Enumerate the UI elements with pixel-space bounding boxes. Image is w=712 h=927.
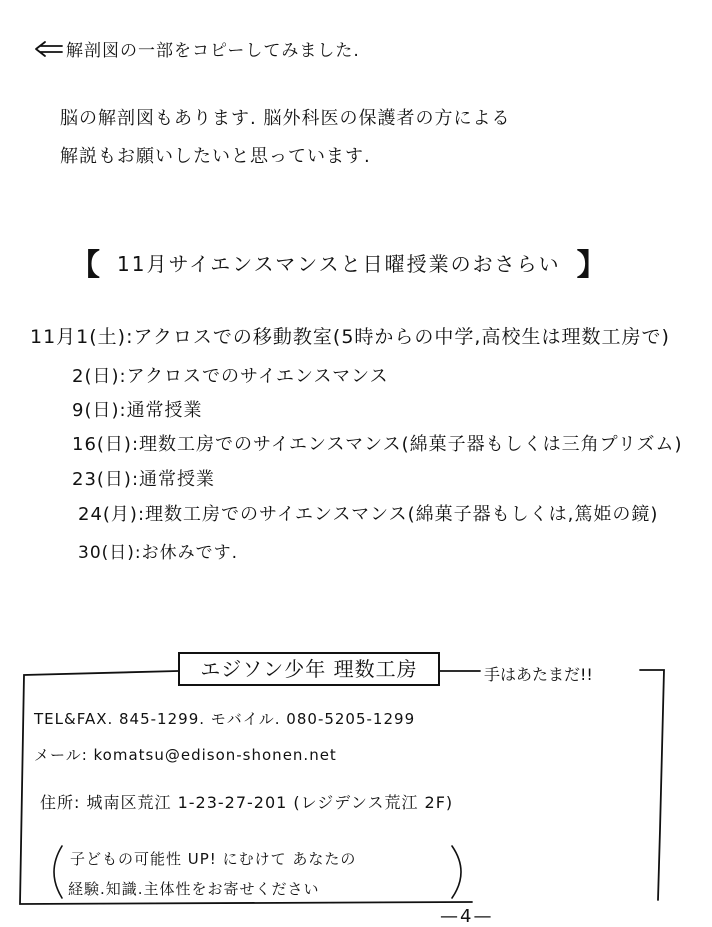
schedule-text: 理数工房でのサイエンスマンス(綿菓子器もしくは,篤姫の鏡) bbox=[145, 504, 659, 525]
tagline: 手はあたまだ!! bbox=[484, 665, 593, 684]
schedule-date: 2(日): bbox=[72, 366, 127, 387]
address-line: 住所: 城南区荒江 1-23-27-201 (レジデンス荒江 2F) bbox=[40, 793, 454, 812]
schedule-date: 30(日): bbox=[78, 543, 142, 563]
message-line-2: 経験.知識.主体性をお寄せください bbox=[68, 880, 320, 898]
note-line-2: 脳の解剖図もあります. 脳外科医の保護者の方による bbox=[60, 108, 511, 129]
message-line-1: 子どもの可能性 UP! にむけて あなたの bbox=[70, 850, 357, 868]
page-number: —4— bbox=[440, 906, 494, 927]
section-title: 11月サイエンスマンスと日曜授業のおさらい bbox=[117, 252, 561, 276]
shop-name-box: エジソン少年 理数工房 bbox=[178, 652, 440, 686]
schedule-text: アクロスでの移動教室(5時からの中学,高校生は理数工房で) bbox=[133, 326, 670, 348]
schedule-date: 11月1(土): bbox=[30, 326, 134, 348]
schedule-text: 理数工房でのサイエンスマンス(綿菓子器もしくは三角プリズム) bbox=[139, 434, 683, 455]
schedule-date: 9(日): bbox=[72, 400, 127, 421]
schedule-text: 通常授業 bbox=[126, 400, 203, 421]
schedule-text: お休みです. bbox=[141, 543, 239, 563]
schedule-date: 16(日): bbox=[72, 434, 140, 455]
open-bracket: 【 bbox=[70, 248, 101, 283]
note-line-1: 解剖図の一部をコピーしてみました. bbox=[66, 41, 360, 61]
close-bracket: 】 bbox=[576, 248, 608, 283]
schedule-text: 通常授業 bbox=[139, 469, 216, 490]
schedule-date: 24(月): bbox=[78, 504, 146, 525]
note-line-3: 解説もお願いしたいと思っています. bbox=[60, 146, 371, 167]
schedule-date: 23(日): bbox=[72, 469, 140, 490]
email-line: メール: komatsu@edison-shonen.net bbox=[34, 746, 337, 764]
schedule-text: アクロスでのサイエンスマンス bbox=[126, 366, 389, 387]
tel-fax-line: TEL&FAX. 845-1299. モバイル. 080-5205-1299 bbox=[34, 710, 416, 728]
